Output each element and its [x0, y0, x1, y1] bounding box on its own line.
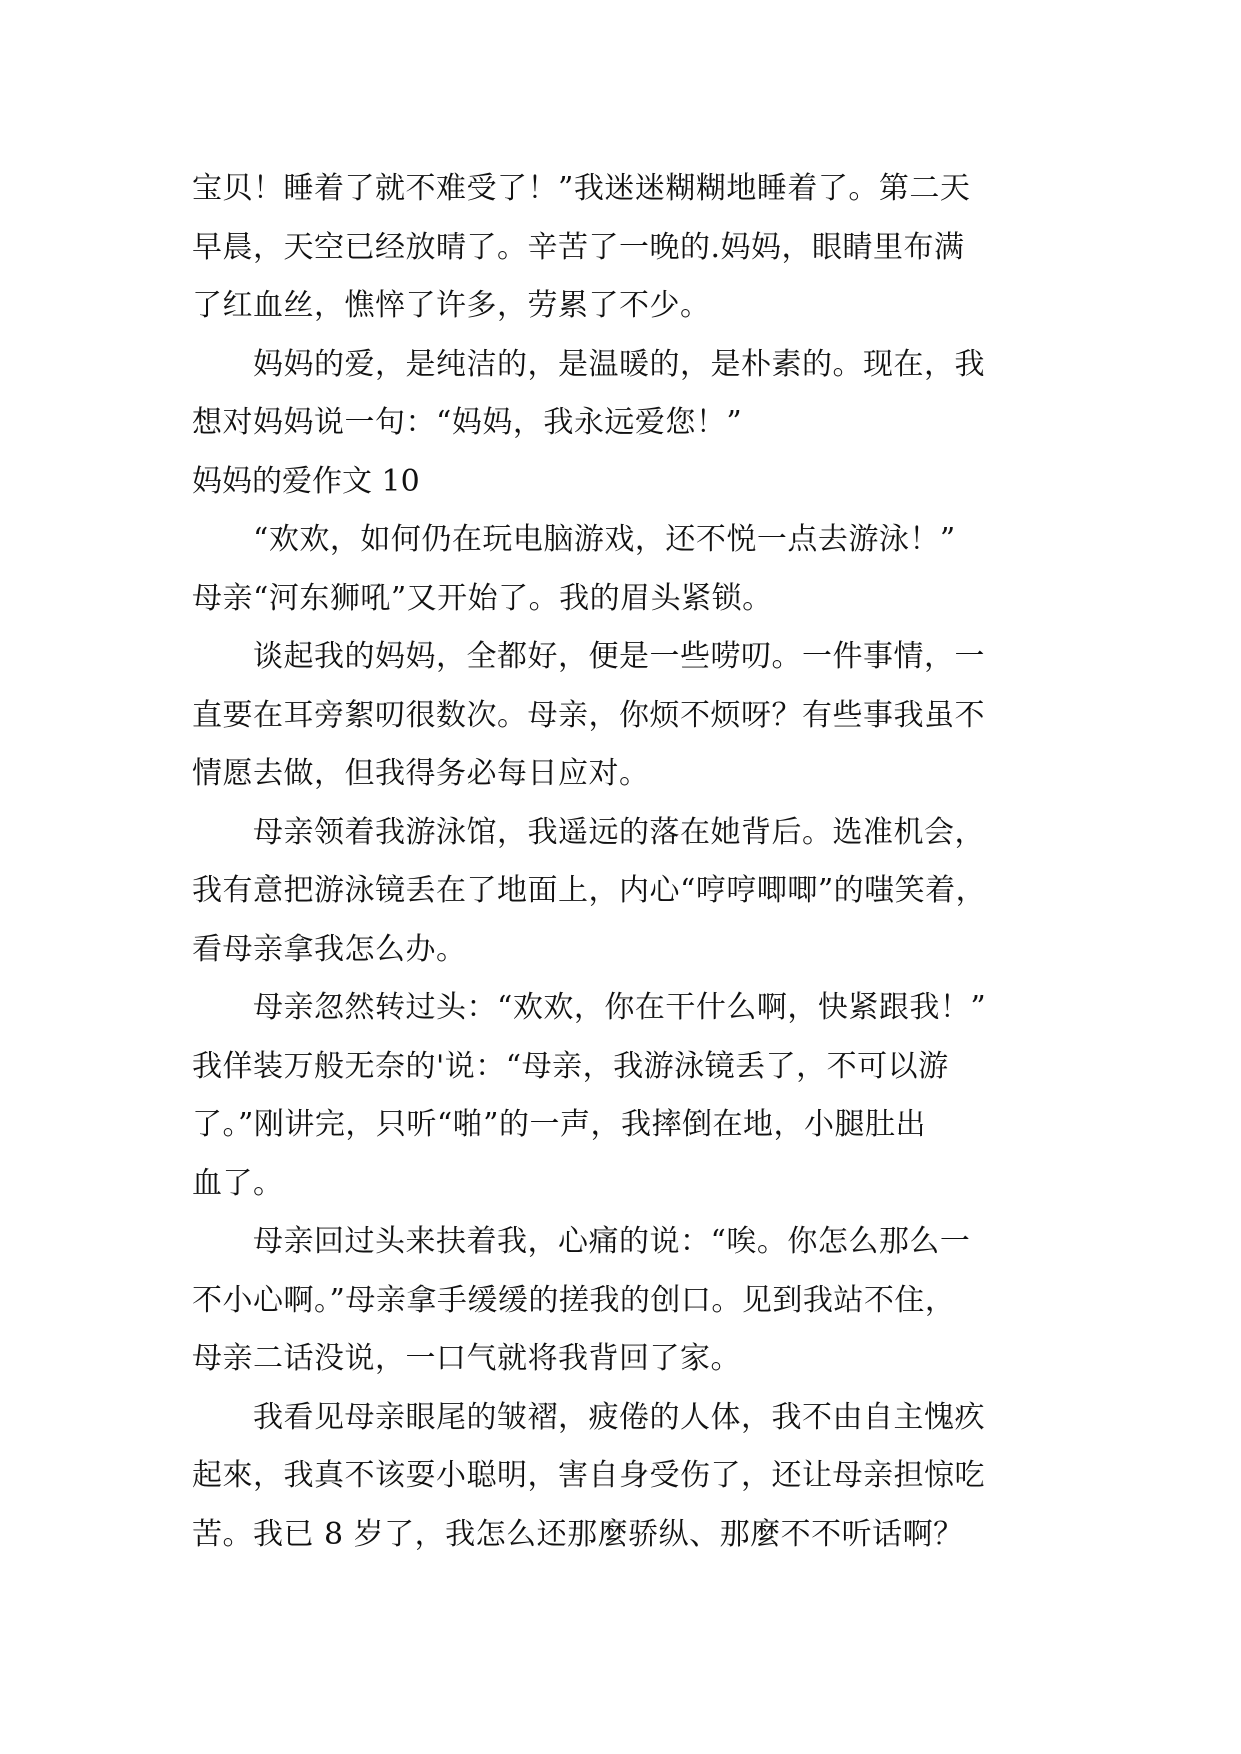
text-line: 起來，我真不该耍小聪明，害自身受伤了，还让母亲担惊吃: [192, 1458, 985, 1493]
text-line: 母亲领着我游泳馆，我遥远的落在她背后。选准机会，: [192, 814, 985, 850]
text-line: “欢欢，如何仍在玩电脑游戏，还不悦一点去游泳！”: [192, 522, 956, 557]
text-line: 想对妈妈说一句：“妈妈，我永远爱您！”: [192, 405, 743, 440]
text-line: 早晨，天空已经放晴了。辛苦了一晚的.妈妈，眼睛里布满: [192, 229, 965, 265]
text-line: 我看见母亲眼尾的皱褶，疲倦的人体，我不由自主愧疚: [192, 1399, 985, 1435]
text-line: 妈妈的爱，是纯洁的，是温暖的，是朴素的。现在，我: [192, 346, 985, 382]
text-line: 了。”刚讲完，只听“啪”的一声，我摔倒在地，小腿肚出: [192, 1107, 927, 1142]
text-line: 直要在耳旁絮叨很数次。母亲，你烦不烦呀？有些事我虽不: [192, 697, 985, 733]
text-line: 宝贝！睡着了就不难受了！”我迷迷糊糊地睡着了。第二天: [192, 171, 971, 206]
text-line: 母亲回过头来扶着我，心痛的说：“唉。你怎么那么一: [192, 1224, 971, 1259]
text-line: 我佯装万般无奈的'说：“母亲，我游泳镜丢了，不可以游: [192, 1048, 949, 1084]
text-line: 不小心啊。”母亲拿手缓缓的搓我的创口。见到我站不住，: [192, 1282, 956, 1318]
text-line: 了红血丝，憔悴了许多，劳累了不少。: [192, 288, 711, 323]
section-title: 妈妈的爱作文 10: [192, 463, 420, 499]
text-line: 母亲“河东狮吼”又开始了。我的眉头紧锁。: [192, 580, 773, 616]
document-page: [192, 160, 1052, 1564]
text-line: 血了。: [192, 1165, 284, 1201]
text-line: 母亲忽然转过头：“欢欢，你在干什么啊，快紧跟我！”: [192, 990, 987, 1025]
text-line: 我有意把游泳镜丢在了地面上，内心“哼哼唧唧”的嗤笑着，: [192, 873, 987, 908]
text-line: 苦。我已 8 岁了，我怎么还那麼骄纵、那麼不不听话啊？: [192, 1516, 964, 1552]
text-line: 情愿去做，但我得务必每日应对。: [192, 756, 650, 791]
text-line: 谈起我的妈妈，全都好，便是一些唠叨。一件事情，一: [192, 639, 985, 674]
text-line: 母亲二话没说，一口气就将我背回了家。: [192, 1341, 741, 1376]
text-line: 看母亲拿我怎么办。: [192, 931, 467, 967]
